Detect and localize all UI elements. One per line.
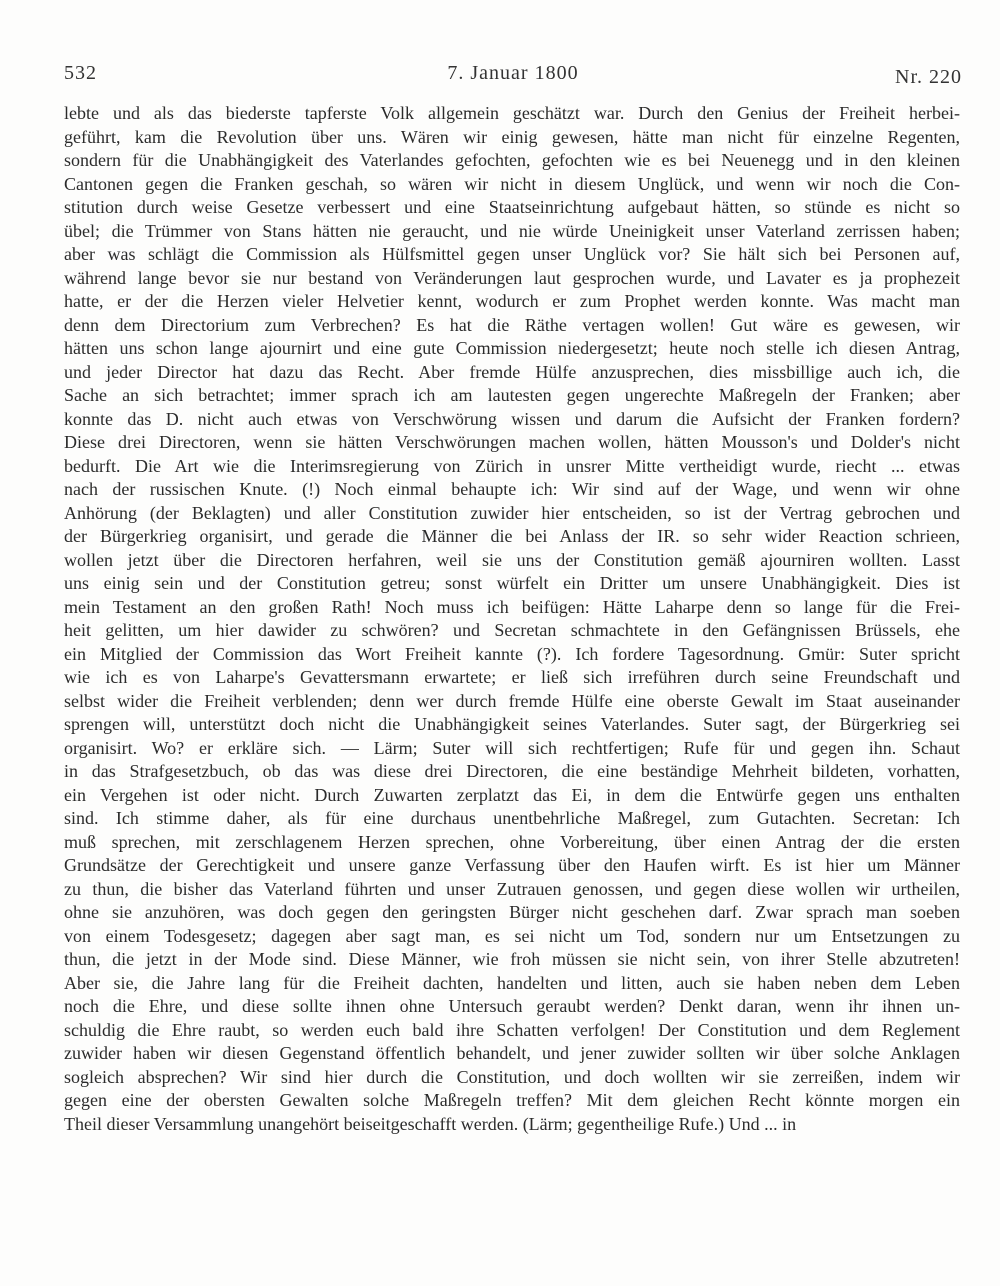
text-line: bedurft. Die Art wie die Interimsregierung von Zürich in unsrer Mitte vertheidigt wurde, riecht ... etwas bbox=[64, 455, 960, 476]
text-line: noch die Ehre, und diese sollte ihnen ohne Untersuch geraubt werden? Denkt daran, wenn ihr ihnen un- bbox=[64, 996, 960, 1016]
text-line: und jeder Director hat dazu das Recht. Aber fremde Hülfe anzusprechen, dies missbillige auch ich, die bbox=[64, 361, 960, 382]
text-line: Aber sie, die Jahre lang für die Freiheit dachten, handelten und litten, auch sie haben neben dem Leben bbox=[64, 972, 960, 993]
text-line: aber was schlägt die Commission als Hülfsmittel gegen unser Unglück vor? Sie hält sich bei Personen auf, bbox=[64, 244, 960, 264]
text-line: hätten uns schon lange ajournirt und eine gute Commission niedergesetzt; heute noch stelle ich diesen Antrag, bbox=[64, 338, 960, 358]
text-line: sprengen will, unterstützt doch nicht die Unabhängigkeit seines Vaterlandes. Suter sagt, der Bürgerkrieg sei bbox=[64, 714, 960, 734]
text-line: Grundsätze der Gerechtigkeit und unsere ganze Verfassung über den Haufen wirft. Es ist hier um Männer bbox=[64, 855, 960, 875]
text-line: der Bürgerkrieg organisirt, und gerade die Männer die bei Anlass der IR. so sehr wider Reaction schrieen, bbox=[64, 526, 960, 546]
text-line: ein Vergehen ist oder nicht. Durch Zuwarten zerplatzt das Ei, in dem die Entwürfe gegen uns enthalten bbox=[64, 784, 960, 805]
text-line: denn dem Directorium zum Verbrechen? Es hat die Räthe vertagen wollen! Gut wäre es gewesen, wir bbox=[64, 314, 960, 335]
text-line: während lange bevor sie nur bestand von Veränderungen laut gesprochen wurde, und Lavater es ja prophezeit bbox=[64, 267, 960, 288]
text-line: ohne sie anzuhören, was doch gegen den geringsten Bürger nicht geschehen darf. Zwar sprach man soeben bbox=[64, 902, 960, 922]
text-line: selbst wider die Freiheit verblenden; denn wer durch fremde Hülfe eine oberste Gewalt im Staat auseinander bbox=[64, 690, 960, 711]
text-line: zu thun, die bisher das Vaterland führten und unser Zutrauen genossen, und gegen diese wollen wir urtheilen, bbox=[64, 878, 960, 899]
text-line: Theil dieser Versammlung unangehört beiseitgeschafft werden. (Lärm; gegentheilige Rufe.) Und ... in bbox=[64, 1113, 797, 1134]
text-line: ein Mitglied der Commission das Wort Freiheit kannte (?). Ich fordere Tagesordnung. Gmür: Suter spricht bbox=[64, 643, 960, 664]
text-line: schuldig die Ehre raubt, so werden euch bald ihre Schatten verfolgen! Der Constitution und dem Reglement bbox=[64, 1019, 960, 1040]
text-line: sogleich absprechen? Wir sind hier durch die Constitution, und doch wollten wir sie zerreißen, indem wir bbox=[64, 1066, 960, 1087]
text-line: übel; die Trümmer von Stans hätten nie geraucht, und nie würde Uneinigkeit unser Vaterland zerrissen haben; bbox=[64, 220, 960, 241]
text-line: Anhörung (der Beklagten) und aller Constitution zuwider hier entscheiden, so ist der Vertrag gebrochen und bbox=[64, 502, 960, 523]
text-line: von einem Todesgesetz; dagegen aber sagt man, es sei nicht um Tod, sondern nur um Entsetzungen zu bbox=[64, 925, 960, 946]
text-line: heit gelitten, um hier dawider zu schwören? und Secretan schmachtete in den Gefängnissen Brüssels, ehe bbox=[64, 620, 960, 640]
document-number: Nr. 220 bbox=[895, 66, 962, 88]
text-line: organisirt. Wo? er erkläre sich. — Lärm; Suter will sich rechtfertigen; Rufe für und gegen ihn. Schaut bbox=[64, 737, 960, 758]
header-date: 7. Januar 1800 bbox=[447, 62, 579, 84]
page-number: 532 bbox=[64, 62, 97, 84]
body-text bbox=[64, 102, 960, 1136]
text-line: nach der russischen Knute. (!) Noch einmal behaupte ich: Wir sind auf der Wage, und wenn wir ohne bbox=[64, 479, 960, 499]
text-line: muß sprechen, mit zerschlagenem Herzen sprechen, ohne Vorbereitung, über einen Antrag der die ersten bbox=[64, 831, 960, 852]
text-line: Diese drei Directoren, wenn sie hätten Verschwörungen machen wollen, hätten Mousson's und Dolder's nicht bbox=[64, 432, 960, 452]
text-line: Sache an sich betrachtet; immer sprach ich am lautesten gegen ungerechte Maßregeln der Franken; aber bbox=[64, 385, 960, 405]
text-line: geführt, kam die Revolution über uns. Wären wir einig gewesen, hätte man nicht für einzelne Regenten, bbox=[64, 126, 960, 147]
text-line: wie ich es von Laharpe's Gevattersmann erwartete; er ließ sich irreführen durch seine Freundschaft und bbox=[64, 667, 960, 687]
text-line: in das Strafgesetzbuch, ob das was diese drei Directoren, die eine beständige Mehrheit bildeten, vorhatten, bbox=[64, 761, 960, 781]
text-line: gegen eine der obersten Gewalten solche Maßregeln treffen? Mit dem gleichen Recht könnte morgen ein bbox=[64, 1090, 960, 1110]
text-line: lebte und als das biederste tapferste Volk allgemein geschätzt war. Durch den Genius der Freiheit herbei- bbox=[64, 103, 960, 123]
text-line: hatte, er der die Herzen vieler Helvetier kennt, wodurch er zum Prophet werden konnte. Was macht man bbox=[64, 291, 960, 311]
text-line: konnte das D. nicht auch etwas von Verschwörung wissen und darum die Aufsicht der Franken fordern? bbox=[64, 408, 960, 429]
text-line: stitution durch weise Gesetze verbessert und eine Staatseinrichtung aufgebaut hätten, so stünde es nicht so bbox=[64, 197, 960, 217]
text-line: uns einig sein und der Constitution getreu; sonst würfelt ein Dritter um unsere Unabhängigkeit. Dies ist bbox=[64, 573, 960, 593]
text-line: Cantonen gegen die Franken geschah, so wären wir nicht in diesem Unglück, und wenn wir noch die Con- bbox=[64, 173, 960, 194]
text-line: sondern für die Unabhängigkeit des Vaterlandes gefochten, gefochten wie es bei Neuenegg und in den kleinen bbox=[64, 150, 960, 170]
text-line: zuwider haben wir diesen Gegenstand öffentlich behandelt, und jener zuwider sollten wir über solche Anklagen bbox=[64, 1043, 960, 1063]
text-line: sind. Ich stimme daher, als für eine durchaus unentbehrliche Maßregel, zum Gutachten. Secretan: Ich bbox=[64, 808, 960, 828]
page-header bbox=[64, 62, 962, 92]
text-line: thun, die jetzt in der Mode sind. Diese Männer, wie froh müssen sie nicht sein, von ihrer Stelle abzutreten! bbox=[64, 949, 960, 969]
text-line: wollen jetzt über die Directoren herfahren, weil sie uns der Constitution gemäß ajourniren wollten. Lasst bbox=[64, 549, 960, 570]
text-line: mein Testament an den großen Rath! Noch muss ich beifügen: Hätte Laharpe denn so lange für die Frei- bbox=[64, 596, 960, 617]
